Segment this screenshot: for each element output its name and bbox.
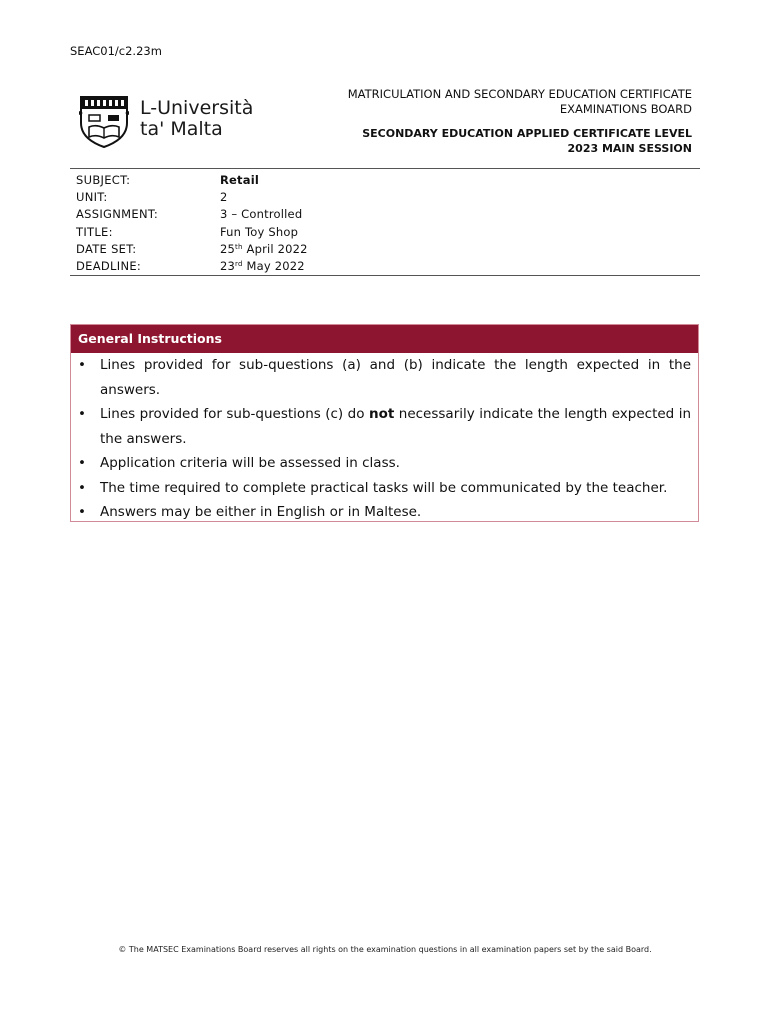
deadline-label: DEADLINE: [76, 259, 142, 274]
university-crest-icon [78, 93, 130, 149]
assignment-label: ASSIGNMENT: [76, 207, 159, 222]
instruction-text: Answers may be either in English or in Maltese. [100, 504, 422, 520]
instruction-text: Lines provided for sub-questions (c) do not necessarily indicate the length expected in the answers. [100, 406, 692, 447]
subject-row [76, 171, 308, 188]
board-title-line1: MATRICULATION AND SECONDARY EDUCATION CERTIFICATE [347, 87, 692, 101]
general-instructions-box [70, 324, 699, 522]
bullet-icon: • [78, 479, 86, 496]
university-name-line1: L-Università [140, 97, 254, 119]
bottom-divider [70, 275, 700, 276]
instruction-item [71, 476, 698, 501]
instruction-text: Application criteria will be assessed in class. [100, 455, 400, 471]
instruction-item [71, 500, 698, 525]
deadline-value: 23rd May 2022 [220, 259, 305, 274]
board-title-line2: EXAMINATIONS BOARD [559, 101, 692, 116]
assignment-details [76, 171, 308, 275]
unit-row [76, 188, 308, 205]
top-divider [70, 168, 700, 169]
certificate-level-line1: SECONDARY EDUCATION APPLIED CERTIFICATE LEVEL [362, 127, 692, 140]
subject-value: Retail [220, 172, 259, 187]
bullet-icon: • [78, 357, 86, 373]
unit-label: UNIT: [76, 189, 108, 204]
title-value: Fun Toy Shop [220, 224, 299, 239]
session-line: 2023 MAIN SESSION [567, 141, 692, 155]
university-name [140, 98, 253, 140]
title-row [76, 223, 308, 240]
date-set-label: DATE SET: [76, 241, 137, 256]
bullet-icon: • [78, 406, 86, 422]
assignment-value: 3 – Controlled [220, 207, 303, 222]
date-set-row [76, 240, 308, 257]
university-name-line2: ta' Malta [140, 118, 223, 140]
instruction-text: The time required to complete practical tasks will be communicated by the teacher. [100, 479, 668, 496]
certificate-level [362, 127, 692, 156]
date-set-value: 25th April 2022 [220, 241, 308, 256]
instruction-item [71, 402, 698, 451]
instruction-item [71, 353, 698, 402]
instruction-text: Lines provided for sub-questions (a) and (b) indicate the length expected in the answers. [100, 357, 691, 398]
bullet-icon: • [78, 455, 86, 471]
document-reference: SEAC01/c2.23m [70, 44, 162, 58]
unit-value: 2 [220, 189, 228, 204]
general-instructions-heading: General Instructions [71, 325, 698, 353]
instructions-list [71, 353, 698, 525]
copyright-footer: © The MATSEC Examinations Board reserves all rights on the examination questions in all examination papers set by the said Board. [118, 945, 652, 954]
board-title [348, 87, 692, 116]
instruction-item [71, 451, 698, 476]
assignment-row [76, 206, 308, 223]
subject-label: SUBJECT: [76, 172, 131, 187]
bullet-icon: • [78, 504, 86, 520]
deadline-row [76, 257, 308, 274]
title-label: TITLE: [76, 224, 113, 239]
